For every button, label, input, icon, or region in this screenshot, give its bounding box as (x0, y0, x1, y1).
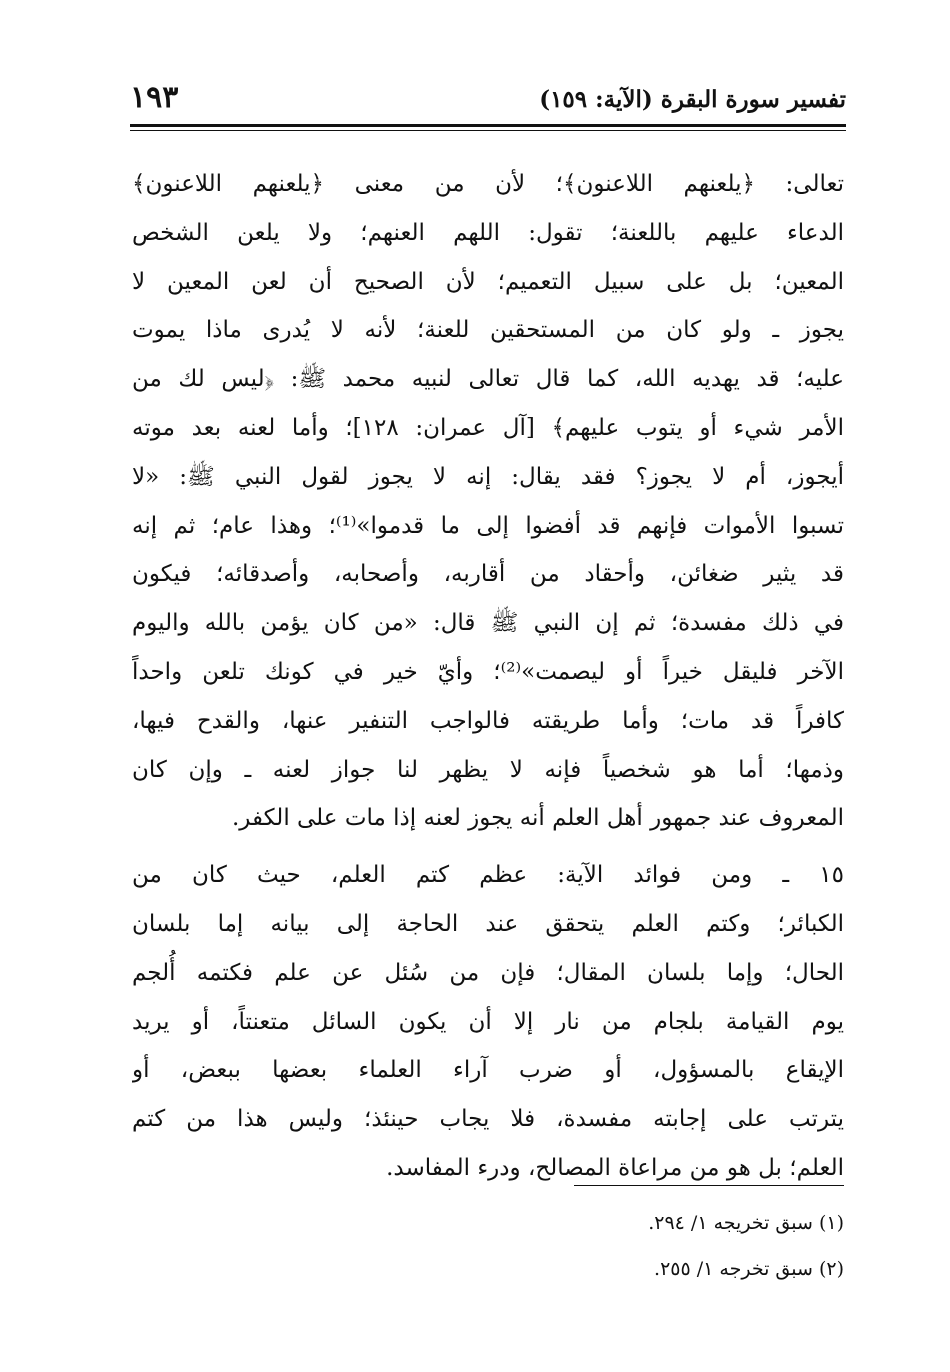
body-line: يجوز ـ ولو كان من المستحقين للعنة؛ لأنه لا يُدرى ماذا يموت (132, 317, 844, 344)
body-line: المعروف عند جمهور أهل العلم أنه يجوز لعنه إذا مات على الكفر. (231, 805, 844, 832)
body-line: أيجوز، أم لا يجوز؟ فقد يقال: إنه لا يجوز لقول النبي ﷺ: «لا (132, 463, 844, 490)
body-line: الحال؛ وإما بلسان المقال؛ فإن من سُئل عن علم فكتمه أُلجم (132, 959, 844, 986)
body-line: وذمها؛ أما هو شخصياً فإنه لا يظهر لنا جواز لعنه ـ وإن كان (132, 756, 844, 783)
body-line: يترتب على إجابته مفسدة، فلا يجاب حينئذ؛ وليس هذا من كتم (132, 1106, 844, 1133)
page-header (130, 80, 846, 124)
running-title: تفسير سورة البقرة (الآية: ١٥٩) (539, 86, 846, 113)
body-line: يوم القيامة بلجام من نار إلا أن يكون السائل متعنتاً، أو يريد (132, 1008, 844, 1035)
body-line: قد يثير ضغائن، وأحقاد من أقاربه، وأصحابه، وأصدقائه؛ فيكون (132, 561, 844, 588)
body-line: في ذلك مفسدة؛ ثم إن النبي ﷺ قال: «من كان يؤمن بالله واليوم (132, 610, 844, 637)
body-text (132, 160, 844, 1193)
body-line: الآخر فليقل خيراً أو ليصمت»⁽²⁾؛ وأيّ خير في كونك تلعن واحداً (132, 658, 844, 685)
body-line: ١٥ ـ ومن فوائد الآية: عظم كتم العلم، حيث كان من (132, 862, 844, 889)
paragraph-gap (132, 843, 844, 851)
body-line: كافراً قد مات؛ وأما طريقته فالواجب التنفير عنها، والقدح فيها، (132, 707, 844, 734)
footnote: (١) سبق تخريجه ١/ ٢٩٤. (648, 1212, 844, 1234)
body-line: الأمر شيء أو يتوب عليهم﴾ [آل عمران: ١٢٨]؛ وأما لعنه بعد موته (132, 414, 844, 441)
body-line: المعين؛ بل على سبيل التعميم؛ لأن الصحيح أن لعن المعين لا (132, 268, 844, 295)
footnote-rule (574, 1185, 844, 1186)
page-number: ١٩٣ (130, 80, 179, 115)
body-line: تعالى: ﴿يلعنهم اللاعنون﴾؛ لأن من معنى ﴿يلعنهم اللاعنون﴾ (132, 171, 844, 197)
header-rule (130, 124, 846, 127)
header-rule-thin (130, 130, 846, 131)
body-line: عليه؛ قد يهديه الله، كما قال تعالى لنبيه محمد ﷺ: ﴿ليس لك من (132, 366, 844, 393)
body-line: العلم؛ بل هو من مراعاة المصالح، ودرء المفاسد. (386, 1154, 844, 1181)
body-line: الإيقاع بالمسؤول، أو ضرب آراء العلماء بعضها ببعض، أو (132, 1057, 844, 1084)
body-line: تسبوا الأموات فإنهم قد أفضوا إلى ما قدموا»⁽¹⁾؛ وهذا عام؛ ثم إنه (132, 512, 844, 539)
body-line: الكبائر؛ وكتم العلم يتحقق عند الحاجة إلى بيانه إما بلسان (132, 910, 844, 937)
footnotes (344, 1200, 844, 1292)
footnote: (٢) سبق تخرجه ١/ ٢٥٥. (654, 1258, 844, 1280)
body-line: الدعاء عليهم باللعنة؛ تقول: اللهم العنهم؛ ولا يلعن الشخص (132, 219, 844, 246)
